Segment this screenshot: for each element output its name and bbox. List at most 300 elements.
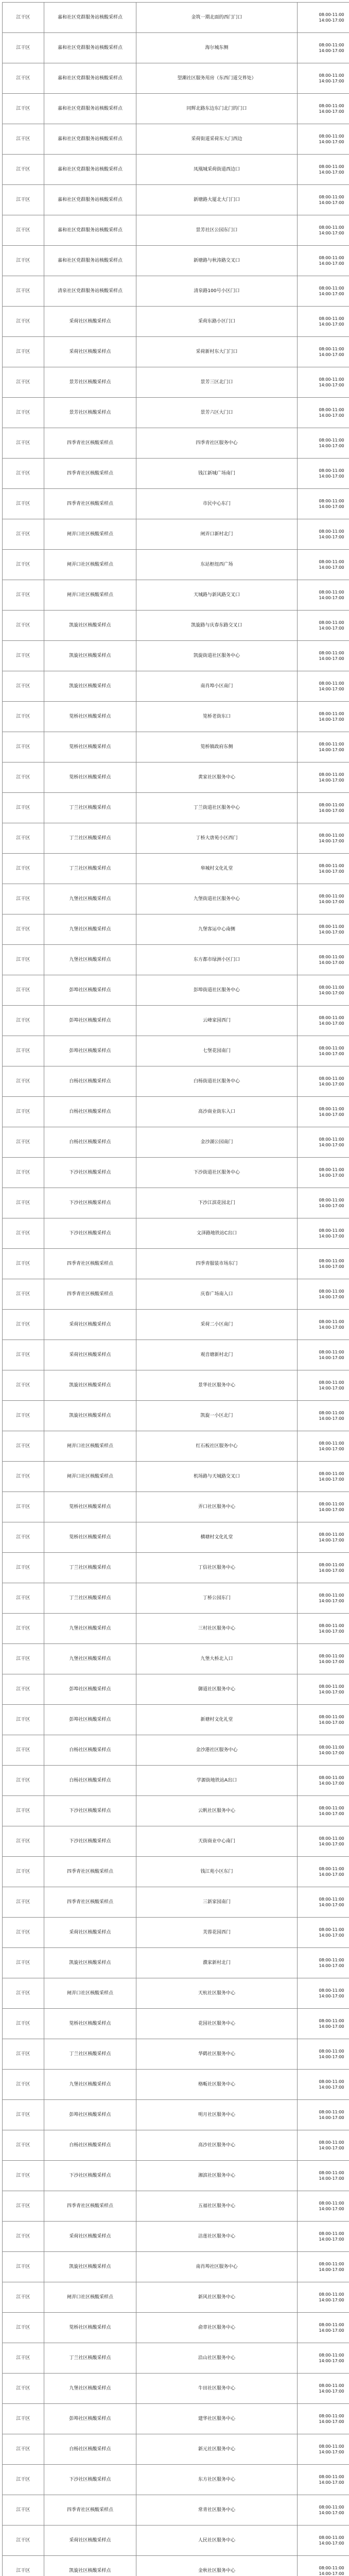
hours-line: 14:00-17:00: [319, 261, 344, 266]
site-name-cell: 四季青社区核酸采样点: [44, 1249, 136, 1279]
hours-cell: [298, 1401, 349, 1431]
table-row: [3, 1097, 349, 1127]
table-row: [3, 1340, 349, 1370]
hours-line: 14:00-17:00: [319, 2450, 344, 2454]
district-cell: 江干区: [3, 276, 44, 307]
table-row: [3, 702, 349, 732]
hours-line: 08:00-11:00: [319, 438, 344, 443]
table-row: [3, 215, 349, 246]
hours-cell: [298, 2100, 349, 2130]
hours-line: 14:00-17:00: [319, 231, 344, 235]
site-name-cell: 九堡社区核酸采样点: [44, 2374, 136, 2404]
table-row: [3, 641, 349, 671]
address-cell: 华鹤社区服务中心: [136, 2039, 298, 2070]
hours-cell: [298, 1158, 349, 1188]
address-cell: 天杭社区服务中心: [136, 1978, 298, 2009]
table-row: [3, 2556, 349, 2576]
hours-line: 08:00-11:00: [319, 1076, 344, 1081]
hours-cell: [298, 854, 349, 884]
hours-line: 14:00-17:00: [319, 808, 344, 813]
address-cell: 文泽路地铁站C出口: [136, 1218, 298, 1249]
district-cell: 江干区: [3, 1158, 44, 1188]
hours-line: 14:00-17:00: [319, 2115, 344, 2120]
table-row: [3, 1705, 349, 1735]
hours-line: 08:00-11:00: [319, 1471, 344, 1476]
address-cell: 钱江苑小区东门: [136, 1857, 298, 1887]
hours-cell: [298, 2252, 349, 2282]
hours-line: 14:00-17:00: [319, 1629, 344, 1634]
hours-cell: [298, 1340, 349, 1370]
site-name-cell: 白杨社区核酸采样点: [44, 2130, 136, 2161]
hours-line: 14:00-17:00: [319, 1234, 344, 1239]
hours-line: 14:00-17:00: [319, 2085, 344, 2090]
table-row: [3, 1948, 349, 1978]
site-name-cell: 闸弄口社区核酸采样点: [44, 1431, 136, 1462]
hours-line: 08:00-11:00: [319, 1654, 344, 1658]
district-cell: 江干区: [3, 1036, 44, 1066]
hours-line: 08:00-11:00: [319, 347, 344, 351]
site-name-cell: 四季青社区核酸采样点: [44, 1857, 136, 1887]
hours-cell: [298, 1857, 349, 1887]
site-name-cell: 闸弄口社区核酸采样点: [44, 1978, 136, 2009]
district-cell: 江干区: [3, 1370, 44, 1401]
table-row: [3, 1006, 349, 1036]
district-cell: 江干区: [3, 1188, 44, 1218]
table-row: [3, 2282, 349, 2313]
hours-line: 08:00-11:00: [319, 2535, 344, 2540]
address-cell: 采荷东路小区门口: [136, 307, 298, 337]
address-cell: 彭埠街道社区服务中心: [136, 975, 298, 1006]
address-cell: 天城路与新风路交叉口: [136, 580, 298, 611]
district-cell: 江干区: [3, 2465, 44, 2495]
hours-cell: [298, 884, 349, 914]
table-row: [3, 1401, 349, 1431]
hours-line: 08:00-11:00: [319, 1623, 344, 1628]
hours-cell: [298, 550, 349, 580]
table-row: [3, 1918, 349, 1948]
district-cell: 江干区: [3, 2282, 44, 2313]
address-cell: 东站枢纽西广场: [136, 550, 298, 580]
hours-line: 14:00-17:00: [319, 383, 344, 387]
district-cell: 江干区: [3, 1887, 44, 1918]
district-cell: 江干区: [3, 611, 44, 641]
site-name-cell: 白杨社区核酸采样点: [44, 1766, 136, 1796]
address-cell: 下沙江滨花园北门: [136, 1188, 298, 1218]
hours-line: 08:00-11:00: [319, 1380, 344, 1385]
table-row: [3, 550, 349, 580]
hours-cell: [298, 1036, 349, 1066]
hours-line: 08:00-11:00: [319, 2049, 344, 2054]
hours-line: 08:00-11:00: [319, 225, 344, 230]
site-name-cell: 闸弄口社区核酸采样点: [44, 580, 136, 611]
hours-cell: [298, 1705, 349, 1735]
hours-line: 08:00-11:00: [319, 468, 344, 473]
table-row: [3, 671, 349, 702]
hours-cell: [298, 124, 349, 155]
hours-line: 14:00-17:00: [319, 2298, 344, 2302]
table-row: [3, 2222, 349, 2252]
hours-line: 08:00-11:00: [319, 985, 344, 990]
hours-line: 08:00-11:00: [319, 1593, 344, 1598]
district-cell: 江干区: [3, 459, 44, 489]
table-row: [3, 854, 349, 884]
site-name-cell: 凯旋社区核酸采样点: [44, 611, 136, 641]
hours-line: 14:00-17:00: [319, 2359, 344, 2363]
hours-cell: [298, 1918, 349, 1948]
hours-cell: [298, 215, 349, 246]
hours-cell: [298, 2191, 349, 2222]
hours-cell: [298, 1978, 349, 2009]
hours-line: 14:00-17:00: [319, 444, 344, 448]
hours-cell: [298, 1431, 349, 1462]
hours-cell: [298, 1006, 349, 1036]
address-cell: 九堡客运中心南侧: [136, 914, 298, 945]
hours-line: 14:00-17:00: [319, 1690, 344, 1694]
hours-line: 14:00-17:00: [319, 1933, 344, 1938]
address-cell: 九堡大桥北入口: [136, 1644, 298, 1674]
hours-line: 14:00-17:00: [319, 1325, 344, 1330]
table-row: [3, 1158, 349, 1188]
address-cell: 采荷新村东大门门口: [136, 337, 298, 367]
hours-line: 14:00-17:00: [319, 200, 344, 205]
table-row: [3, 580, 349, 611]
hours-line: 08:00-11:00: [319, 1927, 344, 1932]
hours-line: 08:00-11:00: [319, 2171, 344, 2175]
address-cell: 常青社区服务中心: [136, 2495, 298, 2526]
hours-line: 08:00-11:00: [319, 1441, 344, 1446]
hours-line: 08:00-11:00: [319, 2019, 344, 2023]
district-cell: 江干区: [3, 1583, 44, 1614]
hours-line: 14:00-17:00: [319, 48, 344, 53]
district-cell: 江干区: [3, 2404, 44, 2434]
address-cell: 九堡街道社区服务中心: [136, 884, 298, 914]
address-cell: 高沙社区服务中心: [136, 2130, 298, 2161]
address-cell: 丁兰街道社区服务中心: [136, 793, 298, 823]
site-name-cell: 闸弄口社区核酸采样点: [44, 550, 136, 580]
table-row: [3, 1826, 349, 1857]
hours-line: 08:00-11:00: [319, 620, 344, 625]
hours-cell: [298, 975, 349, 1006]
table-row: [3, 1614, 349, 1644]
district-cell: 江干区: [3, 1705, 44, 1735]
district-cell: 江干区: [3, 1127, 44, 1158]
hours-cell: [298, 1735, 349, 1766]
site-name-cell: 下沙社区核酸采样点: [44, 1796, 136, 1826]
hours-cell: [298, 1583, 349, 1614]
site-name-cell: 闸弄口社区核酸采样点: [44, 2282, 136, 2313]
district-cell: 江干区: [3, 1431, 44, 1462]
hours-line: 14:00-17:00: [319, 2237, 344, 2242]
site-name-cell: 下沙社区核酸采样点: [44, 1158, 136, 1188]
table-row: [3, 1127, 349, 1158]
site-name-cell: 笕桥社区核酸采样点: [44, 2009, 136, 2039]
address-cell: 清泉路100号小区门口: [136, 276, 298, 307]
hours-line: 08:00-11:00: [319, 1715, 344, 1719]
table-row: [3, 2465, 349, 2495]
table-row: [3, 2191, 349, 2222]
district-cell: 江干区: [3, 1553, 44, 1583]
hours-line: 14:00-17:00: [319, 474, 344, 479]
address-cell: 新塘路大厦北大门门口: [136, 185, 298, 215]
district-cell: 江干区: [3, 2313, 44, 2343]
address-cell: 四季青社区服务中心: [136, 428, 298, 459]
hours-cell: [298, 155, 349, 185]
hours-line: 08:00-11:00: [319, 1411, 344, 1415]
hours-cell: [298, 1766, 349, 1796]
hours-line: 08:00-11:00: [319, 651, 344, 655]
hours-line: 08:00-11:00: [319, 681, 344, 686]
hours-line: 14:00-17:00: [319, 1842, 344, 1846]
table-row: [3, 1978, 349, 2009]
site-name-cell: 凯旋社区核酸采样点: [44, 671, 136, 702]
hours-line: 08:00-11:00: [319, 2110, 344, 2114]
hours-cell: [298, 398, 349, 428]
address-cell: 海尔城东侧: [136, 33, 298, 63]
table-row: [3, 1674, 349, 1705]
hours-line: 08:00-11:00: [319, 803, 344, 807]
hours-cell: [298, 823, 349, 854]
address-cell: 南肖埠社区服务中心: [136, 2252, 298, 2282]
hours-line: 14:00-17:00: [319, 1295, 344, 1299]
address-cell: 凯旋一小区北门: [136, 1401, 298, 1431]
address-cell: 湘滨社区服务中心: [136, 2161, 298, 2191]
hours-cell: [298, 2282, 349, 2313]
hours-cell: [298, 2434, 349, 2465]
hours-line: 14:00-17:00: [319, 1751, 344, 1755]
hours-line: 14:00-17:00: [319, 748, 344, 752]
district-cell: 江干区: [3, 1097, 44, 1127]
table-row: [3, 945, 349, 975]
hours-line: 08:00-11:00: [319, 1502, 344, 1506]
table-row: [3, 2039, 349, 2070]
hours-line: 14:00-17:00: [319, 1477, 344, 1482]
address-cell: 皋城村文化礼堂: [136, 854, 298, 884]
district-cell: 江干区: [3, 793, 44, 823]
hours-line: 14:00-17:00: [319, 2024, 344, 2029]
table-row: [3, 1462, 349, 1492]
hours-cell: [298, 580, 349, 611]
site-name-cell: 丁兰社区核酸采样点: [44, 1583, 136, 1614]
hours-line: 14:00-17:00: [319, 1568, 344, 1573]
hours-line: 14:00-17:00: [319, 2541, 344, 2546]
hours-line: 08:00-11:00: [319, 73, 344, 78]
hours-line: 08:00-11:00: [319, 560, 344, 564]
address-cell: 丁桥大唐苑小区西门: [136, 823, 298, 854]
site-name-cell: 九堡社区核酸采样点: [44, 1644, 136, 1674]
table-row: [3, 884, 349, 914]
site-name-cell: 四季青社区核酸采样点: [44, 2191, 136, 2222]
hours-line: 14:00-17:00: [319, 1447, 344, 1451]
table-row: [3, 2252, 349, 2282]
hours-line: 14:00-17:00: [319, 322, 344, 327]
address-cell: 机场路与天城路交叉口: [136, 1462, 298, 1492]
district-cell: 江干区: [3, 1492, 44, 1522]
site-name-cell: 下沙社区核酸采样点: [44, 1188, 136, 1218]
site-name-cell: 四季青社区核酸采样点: [44, 1887, 136, 1918]
hours-line: 08:00-11:00: [319, 863, 344, 868]
hours-line: 14:00-17:00: [319, 1052, 344, 1056]
table-row: [3, 33, 349, 63]
hours-line: 14:00-17:00: [319, 626, 344, 631]
site-name-cell: 下沙社区核酸采样点: [44, 2465, 136, 2495]
hours-line: 08:00-11:00: [319, 408, 344, 412]
site-name-cell: 笕桥社区核酸采样点: [44, 1492, 136, 1522]
district-cell: 江干区: [3, 1857, 44, 1887]
hours-cell: [298, 702, 349, 732]
hours-cell: [298, 641, 349, 671]
site-name-cell: 九堡社区核酸采样点: [44, 914, 136, 945]
hours-cell: [298, 246, 349, 276]
site-name-cell: 嘉和社区党群服务站核酸采样点: [44, 94, 136, 124]
hours-cell: [298, 2495, 349, 2526]
hours-line: 08:00-11:00: [319, 742, 344, 747]
table-row: [3, 1249, 349, 1279]
table-row: [3, 1857, 349, 1887]
hours-cell: [298, 337, 349, 367]
hours-line: 14:00-17:00: [319, 1112, 344, 1117]
hours-line: 14:00-17:00: [319, 2055, 344, 2059]
table-row: [3, 1370, 349, 1401]
site-name-cell: 四季青社区核酸采样点: [44, 2495, 136, 2526]
hours-cell: [298, 519, 349, 550]
district-cell: 江干区: [3, 63, 44, 94]
hours-line: 14:00-17:00: [319, 2419, 344, 2424]
site-name-cell: 闸弄口社区核酸采样点: [44, 1462, 136, 1492]
hours-line: 14:00-17:00: [319, 1811, 344, 1816]
address-cell: 白杨街道社区服务中心: [136, 1066, 298, 1097]
hours-cell: [298, 1614, 349, 1644]
hours-line: 14:00-17:00: [319, 292, 344, 296]
hours-line: 08:00-11:00: [319, 1046, 344, 1050]
hours-line: 08:00-11:00: [319, 256, 344, 260]
site-name-cell: 白杨社区核酸采样点: [44, 1735, 136, 1766]
hours-line: 14:00-17:00: [319, 352, 344, 357]
address-cell: 濮家新村北门: [136, 1948, 298, 1978]
district-cell: 江干区: [3, 2495, 44, 2526]
district-cell: 江干区: [3, 1978, 44, 2009]
site-name-cell: 彭埠社区核酸采样点: [44, 1036, 136, 1066]
site-name-cell: 笕桥社区核酸采样点: [44, 762, 136, 793]
hours-line: 14:00-17:00: [319, 1781, 344, 1786]
table-row: [3, 1279, 349, 1310]
site-name-cell: 凯旋社区核酸采样点: [44, 641, 136, 671]
district-cell: 江干区: [3, 1918, 44, 1948]
hours-line: 08:00-11:00: [319, 1897, 344, 1902]
address-cell: 沿山社区服务中心: [136, 2343, 298, 2374]
hours-line: 14:00-17:00: [319, 2511, 344, 2515]
hours-line: 14:00-17:00: [319, 18, 344, 23]
district-cell: 江干区: [3, 854, 44, 884]
hours-line: 08:00-11:00: [319, 2201, 344, 2206]
address-cell: 弄口社区服务中心: [136, 1492, 298, 1522]
address-cell: 云帆社区服务中心: [136, 1796, 298, 1826]
site-name-cell: 嘉和社区党群服务站核酸采样点: [44, 33, 136, 63]
district-cell: 江干区: [3, 2039, 44, 2070]
address-cell: 横塘村文化礼堂: [136, 1522, 298, 1553]
address-cell: 市民中心东门: [136, 489, 298, 519]
address-cell: 五福社区服务中心: [136, 2191, 298, 2222]
site-name-cell: 清泉社区党群服务站核酸采样点: [44, 276, 136, 307]
hours-line: 08:00-11:00: [319, 1015, 344, 1020]
hours-line: 14:00-17:00: [319, 535, 344, 539]
district-cell: 江干区: [3, 33, 44, 63]
hours-line: 08:00-11:00: [319, 1532, 344, 1537]
hours-line: 08:00-11:00: [319, 2414, 344, 2418]
hours-cell: [298, 945, 349, 975]
site-name-cell: 笕桥社区核酸采样点: [44, 2313, 136, 2343]
address-cell: 七堡花园南门: [136, 1036, 298, 1066]
hours-line: 08:00-11:00: [319, 1684, 344, 1689]
hours-cell: [298, 1279, 349, 1310]
hours-line: 08:00-11:00: [319, 1745, 344, 1750]
site-name-cell: 丁兰社区核酸采样点: [44, 793, 136, 823]
hours-line: 08:00-11:00: [319, 286, 344, 291]
hours-line: 08:00-11:00: [319, 711, 344, 716]
site-name-cell: 闸弄口社区核酸采样点: [44, 519, 136, 550]
address-cell: 学源街地铁站A出口: [136, 1766, 298, 1796]
hours-line: 08:00-11:00: [319, 529, 344, 534]
address-cell: 笕桥镇政府东侧: [136, 732, 298, 762]
table-row: [3, 914, 349, 945]
district-cell: 江干区: [3, 428, 44, 459]
table-row: [3, 823, 349, 854]
site-name-cell: 采荷社区核酸采样点: [44, 337, 136, 367]
hours-line: 08:00-11:00: [319, 316, 344, 321]
hours-line: 08:00-11:00: [319, 2353, 344, 2358]
site-name-cell: 白杨社区核酸采样点: [44, 1066, 136, 1097]
site-name-cell: 四季青社区核酸采样点: [44, 1279, 136, 1310]
district-cell: 江干区: [3, 1766, 44, 1796]
hours-cell: [298, 1188, 349, 1218]
hours-line: 14:00-17:00: [319, 687, 344, 691]
hours-line: 08:00-11:00: [319, 43, 344, 47]
hours-line: 14:00-17:00: [319, 1720, 344, 1725]
district-cell: 江干区: [3, 1462, 44, 1492]
table-row: [3, 459, 349, 489]
hours-line: 14:00-17:00: [319, 1872, 344, 1877]
table-row: [3, 2495, 349, 2526]
address-cell: 金秋社区服务中心: [136, 2556, 298, 2576]
table-row: [3, 1066, 349, 1097]
district-cell: 江干区: [3, 671, 44, 702]
address-cell: 景芳三区北门口: [136, 367, 298, 398]
district-cell: 江干区: [3, 1249, 44, 1279]
table-row: [3, 762, 349, 793]
hours-cell: [298, 1826, 349, 1857]
hours-line: 14:00-17:00: [319, 839, 344, 843]
table-row: [3, 2404, 349, 2434]
address-cell: 俞章社区服务中心: [136, 2313, 298, 2343]
hours-line: 08:00-11:00: [319, 772, 344, 777]
hours-cell: [298, 1370, 349, 1401]
hours-line: 08:00-11:00: [319, 1289, 344, 1294]
hours-cell: [298, 1674, 349, 1705]
site-name-cell: 采荷社区核酸采样点: [44, 1310, 136, 1340]
address-cell: 新塘路与秋涛路交叉口: [136, 246, 298, 276]
site-name-cell: 彭埠社区核酸采样点: [44, 1006, 136, 1036]
site-name-cell: 彭埠社区核酸采样点: [44, 1674, 136, 1705]
hours-line: 14:00-17:00: [319, 1021, 344, 1026]
district-cell: 江干区: [3, 2252, 44, 2282]
district-cell: 江干区: [3, 975, 44, 1006]
hours-cell: [298, 611, 349, 641]
address-cell: 采荷街道采荷东大门西边: [136, 124, 298, 155]
table-row: [3, 1553, 349, 1583]
table-row: [3, 2343, 349, 2374]
address-cell: 金筑一期北面的西门门口: [136, 3, 298, 33]
district-cell: 江干区: [3, 124, 44, 155]
district-cell: 江干区: [3, 215, 44, 246]
